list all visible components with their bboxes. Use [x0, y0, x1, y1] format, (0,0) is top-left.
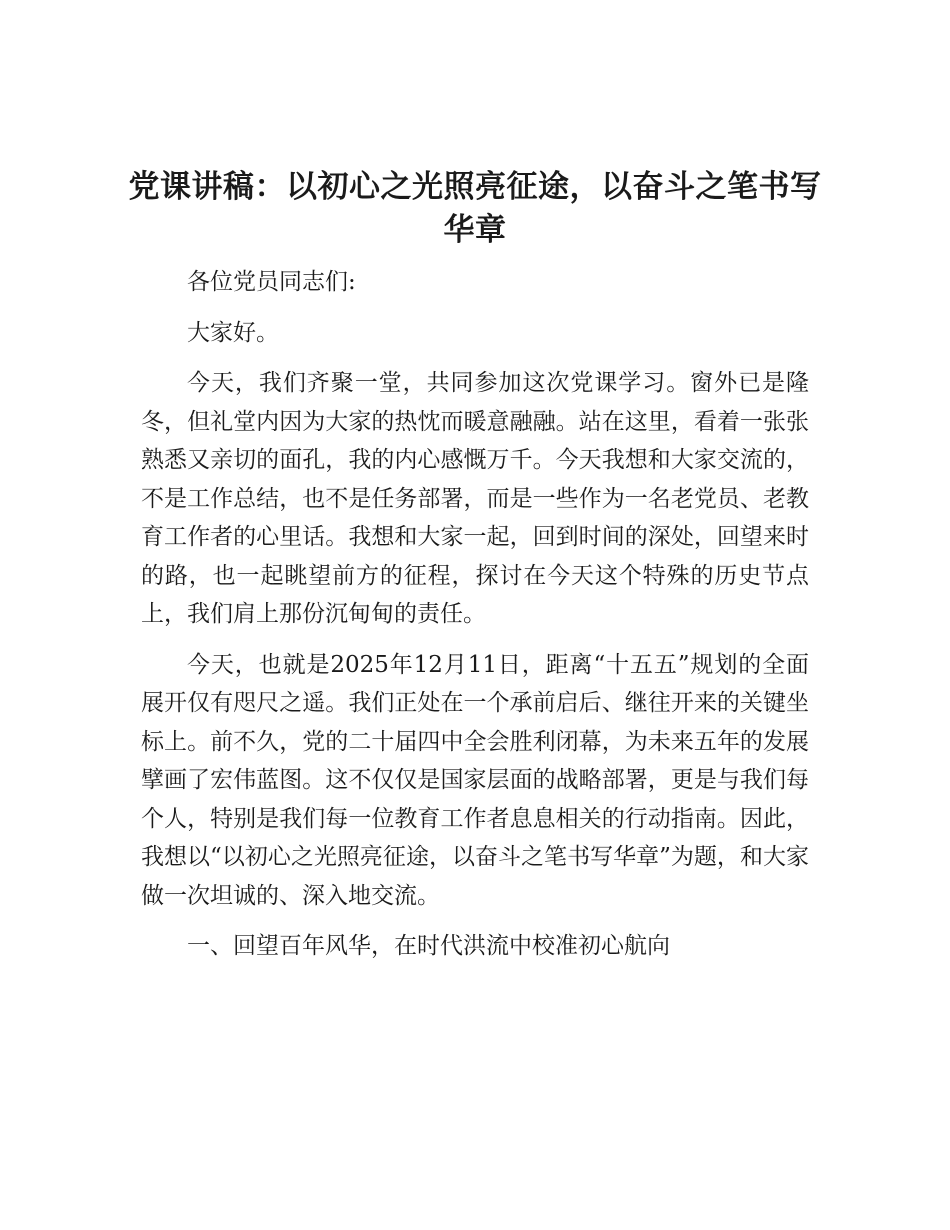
section-heading: 一、回望百年风华，在时代洪流中校准初心航向 — [187, 933, 670, 959]
greeting: 大家好。 — [187, 319, 279, 346]
body-paragraph: 今天，也就是2025年12月11日，距离“十五五”规划的全面展开仅有咫尺之遥。我们正处在一个承前启后、继往开来的关键坐标上。前不久，党的二十届四中全会胜利闭幕，为未来五年的发展擘画了宏伟蓝图。这不仅仅是国家层面的战略部署，更是与我们每个人，特别是我们每一位教育工作者息息相关的行动指南。因此，我想以“以初心之光照亮征途，以奋斗之笔书写华章”为题，和大家做一次坦诚的、深入地交流。 — [141, 651, 809, 909]
salutation: 各位党员同志们: — [187, 269, 356, 295]
document-body — [141, 263, 809, 978]
body-paragraph: 今天，我们齐聚一堂，共同参加这次党课学习。窗外已是隆冬，但礼堂内因为大家的热忱而暖意融融。站在这里，看着一张张熟悉又亲切的面孔，我的内心感慨万千。今天我想和大家交流的，不是工作总结，也不是任务部署，而是一些作为一名老党员、老教育工作者的心里话。我想和大家一起，回到时间的深处，回望来时的路，也一起眺望前方的征程，探讨在今天这个特殊的历史节点上，我们肩上那份沉甸甸的责任。 — [141, 370, 809, 627]
document-title: 党课讲稿：以初心之光照亮征途，以奋斗之笔书写华章 — [128, 169, 822, 248]
